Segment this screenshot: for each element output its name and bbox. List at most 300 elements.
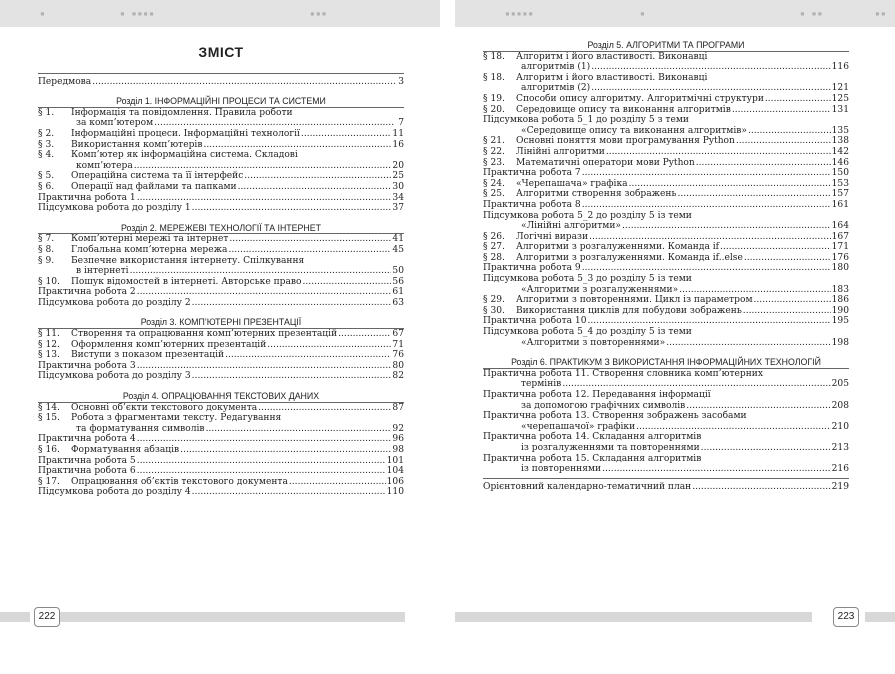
entry-row (38, 413, 404, 424)
toc-entry[interactable] (483, 200, 849, 211)
toc-entry[interactable] (483, 411, 849, 432)
toc-entry[interactable] (38, 477, 404, 488)
entry-page: 98 (392, 445, 404, 455)
toc-entry[interactable] (38, 203, 404, 214)
entry-page: 157 (831, 189, 849, 200)
leader-dots (258, 403, 391, 414)
footer-bar (865, 612, 895, 622)
leader-dots (130, 266, 392, 277)
left-page (38, 40, 404, 498)
entry-text: Оформлення комп’ютерних презентацій (71, 339, 267, 350)
entry-text: Алгоритм і його властивості. Виконавці (516, 51, 708, 62)
toc-entry[interactable] (38, 298, 404, 309)
leader-dots (736, 136, 831, 147)
divider (38, 73, 404, 74)
entry-text: Практична робота 7 (483, 168, 581, 179)
toc-entry[interactable] (483, 158, 849, 169)
toc-entry[interactable] (38, 403, 404, 414)
toc-entry[interactable] (483, 52, 849, 73)
entry-row (38, 329, 404, 340)
leader-dots (622, 221, 831, 232)
entry-text: Середовище опису та виконання алгоритмів (516, 104, 731, 115)
leader-dots (692, 482, 830, 493)
entry-page: 96 (392, 434, 404, 445)
entry-page: 167 (831, 231, 849, 242)
toc-entry[interactable] (38, 256, 404, 277)
entry-text: Практична робота 9 (483, 263, 581, 274)
toc-entry[interactable] (38, 361, 404, 372)
entry-number: § 5. (38, 171, 55, 182)
entry-page: 186 (831, 295, 849, 306)
toc-entry[interactable] (483, 327, 849, 348)
toc-entry[interactable] (38, 350, 404, 361)
entry-page: 67 (392, 329, 404, 340)
entry-page: 146 (831, 157, 849, 168)
entry-page: 63 (392, 297, 404, 308)
entry-page: 150 (831, 168, 849, 179)
leader-dots (679, 285, 831, 296)
leader-dots (582, 168, 831, 179)
leader-dots (686, 401, 830, 412)
entry-text: Практична робота 10 (483, 316, 587, 327)
leader-dots (582, 200, 831, 211)
entry-row (38, 193, 404, 204)
entry-text: Створення та опрацювання комп’ютерних презентацій (71, 329, 338, 340)
entry-number: § 7. (38, 234, 55, 245)
leader-dots (289, 477, 386, 488)
leader-dots (748, 126, 831, 137)
page-number-left: 222 (34, 607, 60, 627)
entry-text: Логічні вирази (516, 231, 589, 242)
entry-row (38, 277, 404, 288)
entry-text: «Алгоритми з розгалуженнями» (521, 284, 679, 295)
toc-entry[interactable] (483, 105, 849, 116)
entry-number: § 14. (38, 402, 60, 413)
toc-entry[interactable] (483, 189, 849, 200)
entry-number: § 21. (483, 136, 505, 147)
entry-row (38, 445, 404, 456)
entry-row (483, 189, 849, 200)
toc-entry[interactable] (483, 179, 849, 190)
leader-dots (562, 379, 830, 390)
entry-text: Алгоритми з розгалуженнями. Команда if..else (516, 252, 743, 263)
entry-text: «черепашачої» графіки (521, 421, 636, 432)
entry-page: 76 (392, 350, 404, 361)
leader-dots (591, 62, 830, 73)
section-heading: Розділ 4. ОПРАЦЮВАННЯ ТЕКСТОВИХ ДАНИХ (122, 391, 320, 402)
entry-text: Практична робота 11. Створення словника комп’ютерних (483, 368, 763, 379)
entry-text: Практична робота 4 (38, 434, 136, 445)
entry-row (38, 256, 404, 267)
toc-entry[interactable] (38, 245, 404, 256)
entry-text: Підсумкова робота 5_3 до розділу 5 із теми (483, 274, 692, 285)
entry-text: Комп’ютер як інформаційна система. Складові (71, 150, 298, 161)
entry-row (483, 454, 849, 465)
toc-entry[interactable] (483, 232, 849, 243)
leader-dots (338, 329, 391, 340)
divider (483, 478, 849, 479)
entry-row (38, 108, 404, 119)
entry-number: § 30. (483, 305, 505, 316)
entry-page: 80 (392, 360, 404, 371)
entry-row-continued (38, 266, 404, 277)
toc-entry[interactable] (483, 136, 849, 147)
toc-entry[interactable] (38, 456, 404, 467)
leader-dots (238, 182, 392, 193)
leader-dots (606, 147, 831, 158)
entry-page: 195 (831, 316, 849, 327)
entry-text: Опрацювання об’єктів текстового документа (71, 476, 288, 487)
entry-row (38, 203, 404, 214)
entry-page: 71 (392, 339, 404, 350)
entry-row (483, 432, 849, 443)
entry-row (38, 434, 404, 445)
entry-row (483, 94, 849, 105)
entry-number: § 17. (38, 476, 60, 487)
entry-text: Практична робота 15. Складання алгоритмів (483, 453, 702, 464)
entry-text: Практична робота 3 (38, 360, 136, 371)
leader-dots (192, 298, 392, 309)
leader-dots (677, 189, 830, 200)
entry-number: § 3. (38, 139, 55, 150)
entry-text: в інтернеті (76, 266, 129, 277)
entry-row (483, 253, 849, 264)
entry-number: § 1. (38, 107, 55, 118)
entry-page: 92 (392, 423, 404, 434)
entry-text: Інформаційні процеси. Інформаційні технології (71, 128, 300, 139)
entry-row (483, 179, 849, 190)
toc-entry[interactable] (38, 182, 404, 193)
entry-text: за допомогою графічних символів (521, 400, 686, 411)
section-heading: Розділ 6. ПРАКТИКУМ З ВИКОРИСТАННЯ ІНФОРМАЦІЙНИХ ТЕХНОЛОГІЙ (511, 357, 821, 368)
decor-pattern: ▪ (40, 9, 46, 18)
entry-page: 104 (386, 466, 404, 477)
leader-dots (134, 161, 392, 172)
entry-page: 11 (392, 128, 404, 139)
entry-row (483, 147, 849, 158)
entry-text: Робота з фрагментами тексту. Редагування (71, 413, 282, 424)
entry-number: § 4. (38, 150, 55, 161)
entry-row-continued (483, 422, 849, 433)
leader-dots (666, 338, 830, 349)
entry-number: § 24. (483, 178, 505, 189)
entry-page: 190 (831, 305, 849, 316)
leader-dots (754, 295, 831, 306)
leader-dots (192, 371, 392, 382)
toc-entry[interactable] (38, 434, 404, 445)
toc-entry[interactable] (483, 274, 849, 295)
entry-number: § 20. (483, 104, 505, 115)
entry-row (38, 456, 404, 467)
entry-number: § 10. (38, 276, 60, 287)
leader-dots (206, 424, 392, 435)
entry-text: Алгоритми з повтореннями. Цикл із параметром (516, 295, 753, 306)
entry-row (483, 136, 849, 147)
entry-text: Практична робота 6 (38, 466, 136, 477)
toc-entry[interactable] (483, 168, 849, 179)
entry-number: § 9. (38, 255, 55, 266)
entry-page: 7 (398, 118, 404, 129)
entry-row (483, 242, 849, 253)
entry-row (38, 129, 404, 140)
entry-page: 135 (831, 125, 849, 136)
entry-row (38, 298, 404, 309)
toc-entry[interactable] (38, 466, 404, 477)
entry-text: «Лінійні алгоритми» (521, 221, 622, 232)
toc-entry[interactable] (38, 287, 404, 298)
entry-row (38, 371, 404, 382)
entry-row (483, 295, 849, 306)
entry-text: Підсумкова робота 5_2 до розділу 5 із теми (483, 210, 692, 221)
entry-page: 171 (831, 242, 849, 253)
leader-dots (589, 232, 831, 243)
entry-text: Пошук відомостей в інтернеті. Авторське право (71, 276, 302, 287)
leader-dots (765, 94, 831, 105)
entry-text: Передмова (38, 76, 92, 87)
entry-text: Основні об’єкти текстового документа (71, 402, 258, 413)
entry-text: Виступи з показом презентацій (71, 350, 225, 361)
footer-bar (455, 612, 812, 622)
entry-text: Підсумкова робота до розділу 2 (38, 297, 191, 308)
entry-page: 41 (392, 234, 404, 245)
entry-text: Практична робота 2 (38, 287, 136, 298)
page-number-right: 223 (833, 607, 859, 627)
entry-text: Операційна система та її інтерфейс (71, 171, 244, 182)
entry-page: 16 (392, 139, 404, 150)
decor-pattern: ▪ (640, 9, 646, 18)
toc-entry[interactable] (38, 277, 404, 288)
entry-text: Математичні оператори мови Python (516, 157, 695, 168)
entry-row (483, 316, 849, 327)
leader-dots (137, 456, 386, 467)
entry-text: Безпечне використання інтернету. Спілкування (71, 255, 305, 266)
leader-dots (636, 422, 830, 433)
entry-number: § 16. (38, 445, 60, 455)
leader-dots (303, 277, 392, 288)
toc-entry[interactable] (483, 263, 849, 274)
entry-page: 56 (392, 276, 404, 287)
leader-dots (591, 83, 830, 94)
leader-dots (701, 443, 831, 454)
toc-entry[interactable] (38, 371, 404, 382)
leader-dots (602, 464, 831, 475)
toc-entry[interactable] (483, 316, 849, 327)
entry-number: § 11. (38, 329, 60, 340)
leader-dots (301, 129, 392, 140)
entry-row (38, 150, 404, 161)
entry-text: «Черепашача» графіка (516, 178, 628, 189)
entry-text: Форматування абзаців (71, 445, 180, 455)
decor-pattern: ▪▪▪ (310, 9, 328, 18)
entry-row (483, 200, 849, 211)
toc-entry[interactable] (38, 487, 404, 498)
entry-page: 34 (392, 192, 404, 203)
leader-dots (137, 434, 392, 445)
decor-pattern: ▪ ▪▪ (800, 9, 824, 18)
toc-entry[interactable] (38, 329, 404, 340)
toc-entry[interactable] (38, 413, 404, 434)
leader-dots (228, 245, 391, 256)
entry-number: § 29. (483, 295, 505, 306)
leader-dots (244, 171, 391, 182)
entry-row-continued (483, 464, 849, 475)
toc-title: ЗМІСТ (198, 44, 244, 60)
leader-dots (92, 77, 395, 88)
toc-entry[interactable] (483, 115, 849, 136)
toc-entry[interactable] (38, 445, 404, 456)
entry-text: Підсумкова робота до розділу 3 (38, 371, 191, 382)
entry-page: 183 (831, 284, 849, 295)
entry-page: 3 (398, 76, 404, 87)
section-heading: Розділ 2. МЕРЕЖЕВІ ТЕХНОЛОГІЇ ТА ІНТЕРНЕТ (120, 222, 322, 233)
entry-page: 153 (831, 178, 849, 189)
toc-entry[interactable] (483, 390, 849, 411)
entry-row (38, 361, 404, 372)
entry-row (38, 487, 404, 498)
entry-row (483, 390, 849, 401)
entry-page: 142 (831, 146, 849, 157)
entry-number: § 18. (483, 51, 505, 62)
entry-number: § 8. (38, 244, 55, 255)
toc-entry[interactable] (38, 171, 404, 182)
entry-row (483, 327, 849, 338)
section-heading: Розділ 5. АЛГОРИТМИ ТА ПРОГРАМИ (587, 40, 745, 50)
toc-entry[interactable] (483, 454, 849, 475)
entry-page: 198 (831, 337, 849, 348)
toc-entry[interactable] (483, 369, 849, 390)
entry-text: комп’ютера (76, 160, 133, 171)
entry-text: із розгалуженнями та повтореннями (521, 442, 700, 453)
entry-row (483, 369, 849, 380)
entry-number: § 13. (38, 350, 60, 361)
toc-entry[interactable] (483, 211, 849, 232)
entry-page: 25 (392, 171, 404, 182)
entry-row-continued (38, 424, 404, 435)
entry-row (38, 340, 404, 351)
entry-row-continued (483, 338, 849, 349)
entry-text: за комп’ютером (76, 118, 154, 129)
footer-bar (0, 612, 30, 622)
toc-entry[interactable] (483, 295, 849, 306)
toc-entry[interactable] (38, 193, 404, 204)
entry-row-continued (483, 126, 849, 137)
toc-entry[interactable] (483, 73, 849, 94)
decor-pattern: ▪▪ (875, 9, 887, 18)
entry-row (38, 477, 404, 488)
toc-entry[interactable] (483, 94, 849, 105)
toc-entry[interactable] (38, 234, 404, 245)
entry-row (483, 105, 849, 116)
entry-page: 208 (831, 400, 849, 411)
entry-row (483, 115, 849, 126)
entry-page: 180 (831, 263, 849, 274)
leader-dots (192, 487, 386, 498)
leader-dots (137, 466, 386, 477)
toc-entry-intro[interactable] (38, 77, 404, 88)
entry-page: 30 (392, 181, 404, 192)
entry-number: § 27. (483, 242, 505, 253)
entry-text: «Алгоритми з повтореннями» (521, 337, 666, 348)
toc-entry[interactable] (38, 129, 404, 140)
footer-bar (60, 612, 405, 622)
entry-text: та форматування символів (76, 423, 205, 434)
toc-entry[interactable] (483, 147, 849, 158)
leader-dots (180, 445, 391, 456)
toc-entry[interactable] (38, 108, 404, 129)
entry-text: із повтореннями (521, 464, 602, 475)
entry-text: Комп’ютерні мережі та інтернет (71, 234, 229, 245)
entry-page: 37 (392, 203, 404, 214)
toc-entry-outro[interactable] (483, 482, 849, 493)
toc-entry[interactable] (38, 140, 404, 151)
leader-dots (267, 340, 391, 351)
entry-number: § 15. (38, 413, 60, 424)
entry-page: 125 (831, 93, 849, 104)
decor-pattern: ▪▪▪▪▪ (505, 9, 535, 18)
toc-entry[interactable] (38, 150, 404, 171)
leader-dots (743, 306, 831, 317)
entry-number: § 28. (483, 252, 505, 263)
entry-text: Основні поняття мови програмування Python (516, 136, 735, 147)
entry-row-continued (483, 221, 849, 232)
entry-row-continued (483, 401, 849, 412)
entry-row-continued (483, 379, 849, 390)
toc-entry[interactable] (483, 306, 849, 317)
leader-dots (137, 193, 392, 204)
toc-entry[interactable] (483, 432, 849, 453)
entry-text: Практична робота 12. Передавання інформації (483, 390, 711, 400)
entry-page: 161 (831, 199, 849, 210)
entry-text: Використання циклів для побудови зображень (516, 305, 742, 316)
entry-row-continued (483, 443, 849, 454)
entry-text: Використання комп’ютерів (71, 139, 203, 150)
entry-text: Способи опису алгоритму. Алгоритмічні структури (516, 93, 764, 104)
entry-page: 110 (386, 487, 404, 498)
entry-page: 50 (392, 266, 404, 277)
entry-row (38, 245, 404, 256)
entry-page: 205 (831, 379, 849, 390)
entry-text: Підсумкова робота до розділу 4 (38, 487, 191, 498)
entry-number: § 12. (38, 339, 60, 350)
toc-entry[interactable] (483, 253, 849, 264)
right-page (483, 40, 849, 492)
leader-dots (629, 179, 831, 190)
entry-page: 20 (392, 160, 404, 171)
entry-page: 101 (386, 455, 404, 466)
entry-row (38, 234, 404, 245)
entry-text: Практична робота 8 (483, 199, 581, 210)
entry-page: 116 (831, 62, 849, 73)
entry-number: § 6. (38, 181, 55, 192)
section-heading: Розділ 1. ІНФОРМАЦІЙНІ ПРОЦЕСИ ТА СИСТЕМИ (116, 96, 326, 107)
toc-entry[interactable] (483, 242, 849, 253)
entry-page: 61 (392, 287, 404, 298)
entry-text: Практична робота 5 (38, 455, 136, 466)
entry-text: Практична робота 13. Створення зображень засобами (483, 411, 747, 422)
entry-page: 210 (831, 421, 849, 432)
entry-row-continued (483, 285, 849, 296)
entry-page: 45 (392, 244, 404, 255)
leader-dots (154, 118, 395, 129)
toc-entry[interactable] (38, 340, 404, 351)
entry-text: Практична робота 14. Складання алгоритмів (483, 432, 702, 443)
entry-row (38, 182, 404, 193)
entry-page: 138 (831, 136, 849, 147)
entry-row (483, 306, 849, 317)
entry-text: Лінійні алгоритми (516, 146, 605, 157)
entry-page: 216 (831, 464, 849, 475)
entry-row (483, 52, 849, 63)
